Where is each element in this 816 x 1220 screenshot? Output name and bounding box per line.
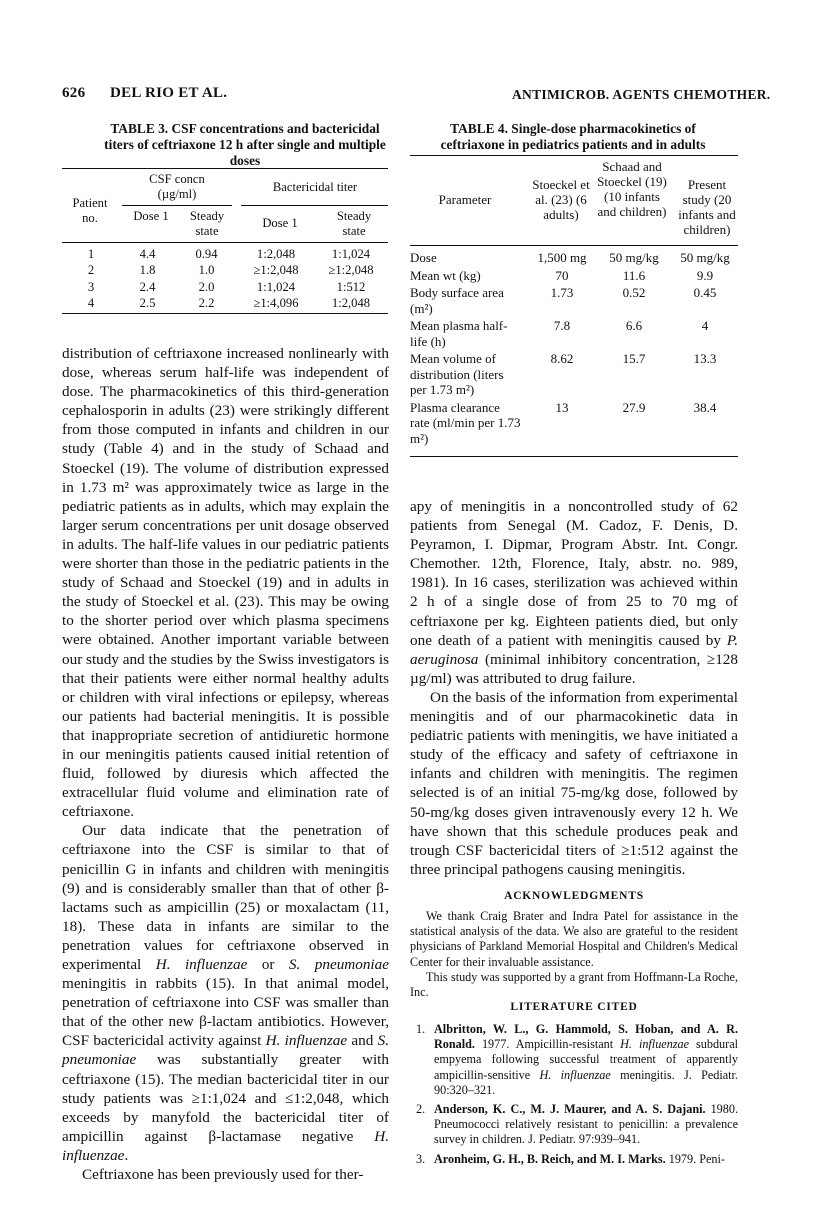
table4-col-present: Present study (20 infants and children) [678,177,736,237]
table-cell: 38.4 [693,399,717,415]
table3-group-rule-conc [122,205,232,206]
table3-sub-dose1: Dose 1 [133,209,169,223]
table-cell: 4.4 [139,246,156,261]
text-run: meningitis in rabbits (15). In that animal model, penetration of ceftriaxone into CSF was smaller than that of the other new β-lactam antibiotics. However, CSF bactericidal activity against [62,975,389,1050]
table-row [410,400,738,449]
table-cell: 1.8 [139,263,156,278]
table-cell: 1:512 [336,279,366,294]
table3-group-titer: Bactericidal titer [272,180,358,194]
table-cell: 11.6 [622,267,646,283]
text-run: was substantially greater with ceftriaxone (15). The median bactericidal titer in our study patients was ≥1:1,024 and ≤1:2,048, which exceeds by manyfold the bactericidal titer of ampicillin against β-lactamase negative [62,1051,389,1145]
table-cell: 50 mg/kg [680,250,730,265]
reference-authors: Anderson, K. C., M. J. Maurer, and A. S. Dajani. [434,1102,706,1117]
reference-authors: Albritton, W. L., G. Hammold, S. Hoban, and A. R. Ronald. [434,1022,738,1052]
table-cell: Plasma clearance rate (ml/min per 1.73 m²) [410,399,521,446]
reference-item [410,1022,738,1098]
table-cell: Body surface area (m²) [410,285,504,316]
reference-number: 3. [416,1151,426,1166]
table-cell: 2.4 [139,279,156,294]
table-row [62,263,388,280]
right-column-text [410,497,738,879]
organism-name: H. influenzae [539,1067,611,1082]
table-cell: Mean plasma half-life (h) [410,318,508,349]
table-row [410,318,738,351]
reference-number: 2. [416,1102,426,1117]
table-cell: 1:2,048 [331,296,371,311]
text-run: 1979. Peni- [665,1151,725,1166]
table4-caption: TABLE 4. Single-dose pharmacokinetics of ceftriaxone in pediatrics patients and in adults [440,121,706,152]
left-column-text [62,344,389,1184]
reference-list [410,1022,738,1171]
text-run: 1977. Ampicillin-resistant [474,1037,621,1052]
table-cell: ≥1:2,048 [328,263,374,278]
table-cell: 13 [555,399,569,415]
table3-top-rule [62,168,388,169]
table-cell: 1 [87,246,95,261]
reference-authors: Aronheim, G. H., B. Reich, and M. I. Marks. [434,1151,666,1166]
table4-col-param: Parameter [438,192,492,207]
table3-header-rule [62,242,388,243]
text-run: 1980. Pneumococci relatively resistant to penicillin: a prevalence survey in children. J. Pediatr. 97:939–941. [434,1102,739,1147]
table-cell: 9.9 [696,267,714,283]
table-row [62,246,388,263]
table4-col-schaad: Schaad and Stoeckel (19) (10 infants and children) [597,159,667,219]
table4-col-stoeckel: Stoeckel et al. (23) (6 adults) [532,177,590,222]
paragraph: Ceftriaxone has been previously used for ther- [82,1166,364,1184]
acknowledgments-heading: ACKNOWLEDGMENTS [504,890,644,902]
table-cell: 4 [87,296,95,311]
table-cell: 4 [701,318,709,333]
table-cell: 2.2 [198,296,215,311]
table-cell: 1:2,048 [256,246,296,261]
table-cell: ≥1:2,048 [253,263,299,278]
table3-body [62,246,388,312]
organism-name: P. aeruginosa [410,631,738,668]
table-row [62,296,388,313]
paragraph: We thank Craig Brater and Indra Patel for assistance in the statistical analysis of the data. We also are grateful to the resident physicians of Parkland Memorial Hospital and Children's Medical Center for their invaluable assistance. [410,909,738,969]
table-cell: 3 [87,279,95,294]
literature-cited-heading: LITERATURE CITED [510,1001,638,1013]
table-row [410,285,738,318]
page-number: 626 [62,85,86,101]
table-cell: 7.8 [553,318,571,333]
table-cell: 50 mg/kg [609,250,659,265]
table-cell: 15.7 [622,351,646,366]
table-cell: Mean volume of distribution (liters per 1.73 m²) [410,351,504,397]
table3-group-rule-titer [241,205,388,206]
table-row [410,250,738,268]
table-cell: 2.0 [198,279,215,294]
table4-bottom-rule [410,456,738,457]
table3-sub-dose1-titer: Dose 1 [262,216,298,230]
running-authors: DEL RIO ET AL. [110,85,228,101]
table3-caption: TABLE 3. CSF concentrations and bactericidal titers of ceftriaxone 12 h after single and multiple doses [104,121,386,168]
table-row [410,351,738,400]
table-cell: 0.94 [195,246,218,261]
organism-name: H. influenzae [155,956,248,973]
text-run: subdural empyema following successful treatment of apparently ampicillin-sensitive [434,1037,738,1082]
table3-group-conc: CSF concn (µg/ml) [149,172,205,201]
paragraph: On the basis of the information from experimental meningitis and of our pharmacokinetic data in pediatric patients with meningitis, we have initiated a study of the efficacy and safety of ceftriaxone in infants and children with meningitis. The regimen selected is of an initial 75-mg/kg dose, followed by 50-mg/kg doses given intravenously every 12 h. We have shown that this schedule produces peak and trough CSF bactericidal titers of ≥1:512 against the three principal pathogens causing meningitis. [410,688,738,878]
text-run: or [247,956,289,973]
table-cell: 8.62 [550,351,574,366]
organism-name: S. pneumoniae [288,956,389,973]
text-run: . [124,1146,129,1164]
reference-item [410,1102,738,1148]
table-row [62,279,388,296]
text-run: apy of meningitis in a noncontrolled study of 62 patients from Senegal (M. Cadoz, F. Denis, D. Peyramon, I. Dipmar, Program Abstr. Int. Congr. Chemother. 12th, Florence, Italy, abstr. no. 989, 1981). In 16 cases, sterilization was achieved within 2 h of a single dose of from 25 to 70 mg of ceftriaxone per kg. Eighteen patients died, but only one death of a patient with meningitis caused by [410,498,738,649]
text-run: Our data indicate that the penetration of ceftriaxone into the CSF is similar to that of penicillin G in infants and children with meningitis (9) and is considerably smaller than that of other β-lactams such as ampicillin (25) or moxalactam (11, 18). These data in infants are similar to the penetration values for ceftriaxone observed in experimental [62,822,389,973]
text-run: meningitis. J. Pediatr. 90:320–321. [434,1067,738,1097]
table4-top-rule [410,155,738,156]
table-cell: 13.3 [693,351,717,366]
paragraph: distribution of ceftriaxone increased nonlinearly with dose, whereas serum half-life was independent of dose. The pharmacokinetics of this third-generation cephalosporin in adults (23) were strikingly different from those computed in infants and children in our study (Table 4) and in the study of Schaad and Stoeckel (19). The volume of distribution expressed in 1.73 m² was approximately twice as large in the pediatric patients as in adults, which may explain the larger serum concentrations per unit dosage observed in adults. The half-life values in our pediatric patients were shorter than those in the pediatric patients in the study of Schaad and Stoeckel (19) and in adults in the study of Stoeckel et al. (23). This may be owing to the shorter period over which plasma specimens were obtained. Another important variable between our study and the studies by the Swiss investigators is that their patients were either normal healthy adults or children with viral infections or epilepsy, whereas our patients had bacterial meningitis. It is possible that inappropriate secretion of antidiuretic hormone in our meningitis patients caused initial retention of fluid, followed by diuresis which affected the extracellular fluid volume and elimination rate of ceftriaxone. [62,345,389,821]
organism-name: H. influenzae [620,1037,690,1052]
table3-col-patient: Patient no. [72,196,108,225]
table-cell: 0.52 [622,285,646,300]
table-row [410,268,738,286]
table3-sub-steady: Steady state [189,209,225,238]
table4-body [410,250,738,448]
organism-name: H. influenzae [62,1127,389,1164]
acknowledgments-text [410,909,738,1000]
running-journal: ANTIMICROB. AGENTS CHEMOTHER. [512,87,771,102]
table-cell: 1.0 [198,263,215,278]
table-cell: 2.5 [139,296,156,311]
table3-bottom-rule [62,313,388,314]
table-cell: 27.9 [622,399,646,415]
table-cell: 70 [555,267,569,283]
table-cell: 1:1,024 [256,279,296,294]
reference-number: 1. [416,1022,426,1036]
paragraph: This study was supported by a grant from Hoffmann-La Roche, Inc. [410,969,738,1000]
table-cell: 0.45 [693,285,717,300]
table-cell: 6.6 [625,318,643,333]
table-cell: 1,500 mg [537,250,587,265]
text-run: (minimal inhibitory concentration, ≥128 µg/ml) was attributed to drug failure. [410,650,738,687]
table3-sub-steady-titer: Steady state [336,209,372,238]
organism-name: S. pneumoniae [62,1032,389,1069]
reference-item [410,1152,738,1167]
table-cell: Mean wt (kg) [410,267,481,283]
table-cell: Dose [410,250,437,265]
organism-name: H. influenzae [265,1032,348,1050]
paragraph [410,497,738,688]
table-cell: 1:1,024 [331,246,371,261]
table-cell: 1.73 [550,285,574,300]
text-run: and [347,1032,378,1050]
table4-header-rule [410,245,738,246]
table-cell: ≥1:4,096 [253,296,299,311]
table-cell: 2 [87,263,95,278]
paragraph [62,821,389,1165]
